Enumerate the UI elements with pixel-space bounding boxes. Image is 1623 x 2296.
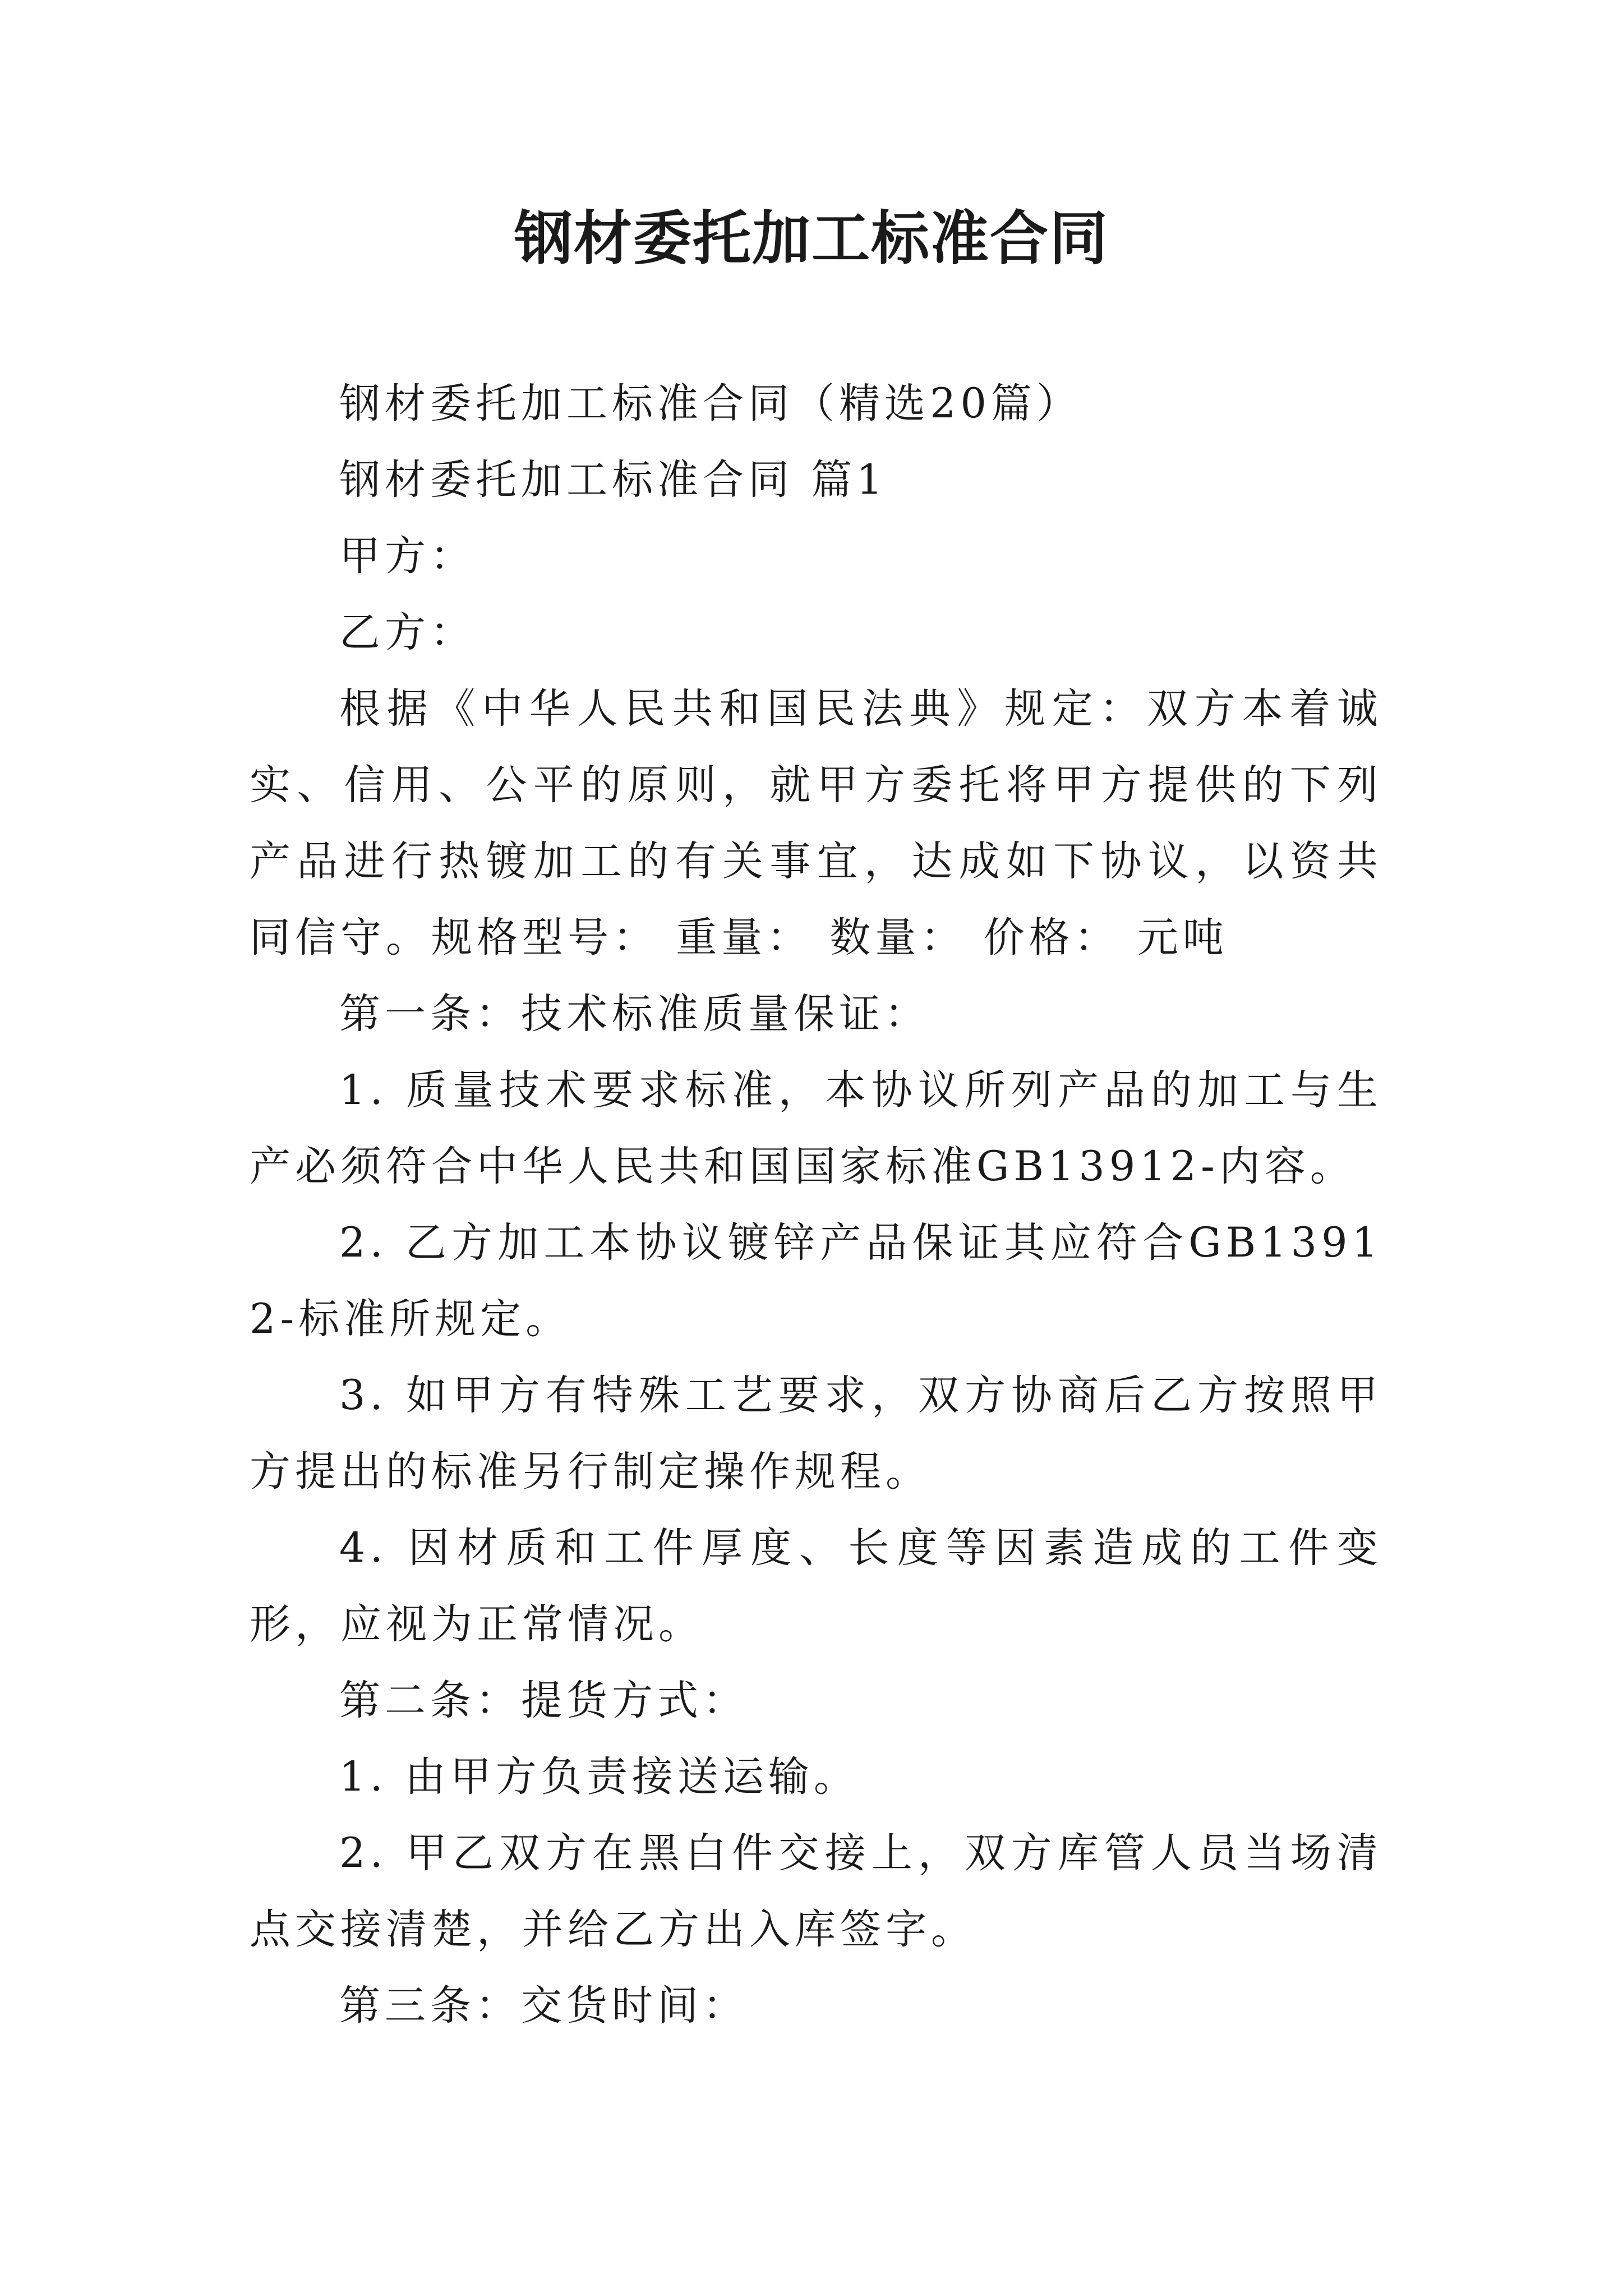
paragraph-clause-1-item-2: 2. 乙方加工本协议镀锌产品保证其应符合GB13912-标准所规定。 xyxy=(250,1219,1382,1343)
paragraph-clause-3-heading: 第三条：交货时间： xyxy=(339,1982,748,2030)
paragraph-collection-title: 钢材委托加工标准合同（精选20篇） xyxy=(339,380,1082,427)
paragraph-party-b: 乙方： xyxy=(339,609,476,656)
paragraph-clause-2-item-1: 1. 由甲方负责接送运输。 xyxy=(339,1753,859,1801)
paragraph-clause-2-item-2: 2. 甲乙双方在黑白件交接上，双方库管人员当场清点交接清楚，并给乙方出入库签字。 xyxy=(250,1829,1382,1953)
paragraph-article-heading: 钢材委托加工标准合同 篇1 xyxy=(339,456,887,504)
paragraph-clause-2-heading: 第二条：提货方式： xyxy=(339,1677,748,1724)
paragraph-clause-1-heading: 第一条：技术标准质量保证： xyxy=(339,990,930,1038)
document-body xyxy=(250,366,1382,2044)
paragraph-clause-1-item-3: 3. 如甲方有特殊工艺要求，双方协商后乙方按照甲方提出的标准另行制定操作规程。 xyxy=(250,1372,1382,1496)
paragraph-clause-1-item-1: 1. 质量技术要求标准，本协议所列产品的加工与生产必须符合中华人民共和国国家标准GB13912-内容。 xyxy=(250,1066,1382,1190)
document-title: 钢材委托加工标准合同 xyxy=(514,204,1109,273)
paragraph-party-a: 甲方： xyxy=(339,532,476,580)
paragraph-preamble: 根据《中华人民共和国民法典》规定：双方本着诚实、信用、公平的原则，就甲方委托将甲方提供的下列产品进行热镀加工的有关事宜，达成如下协议，以资共同信守。规格型号： 重量： 数量： 价格： 元吨 xyxy=(250,685,1382,961)
paragraph-clause-1-item-4: 4. 因材质和工件厚度、长度等因素造成的工件变形，应视为正常情况。 xyxy=(250,1524,1382,1648)
